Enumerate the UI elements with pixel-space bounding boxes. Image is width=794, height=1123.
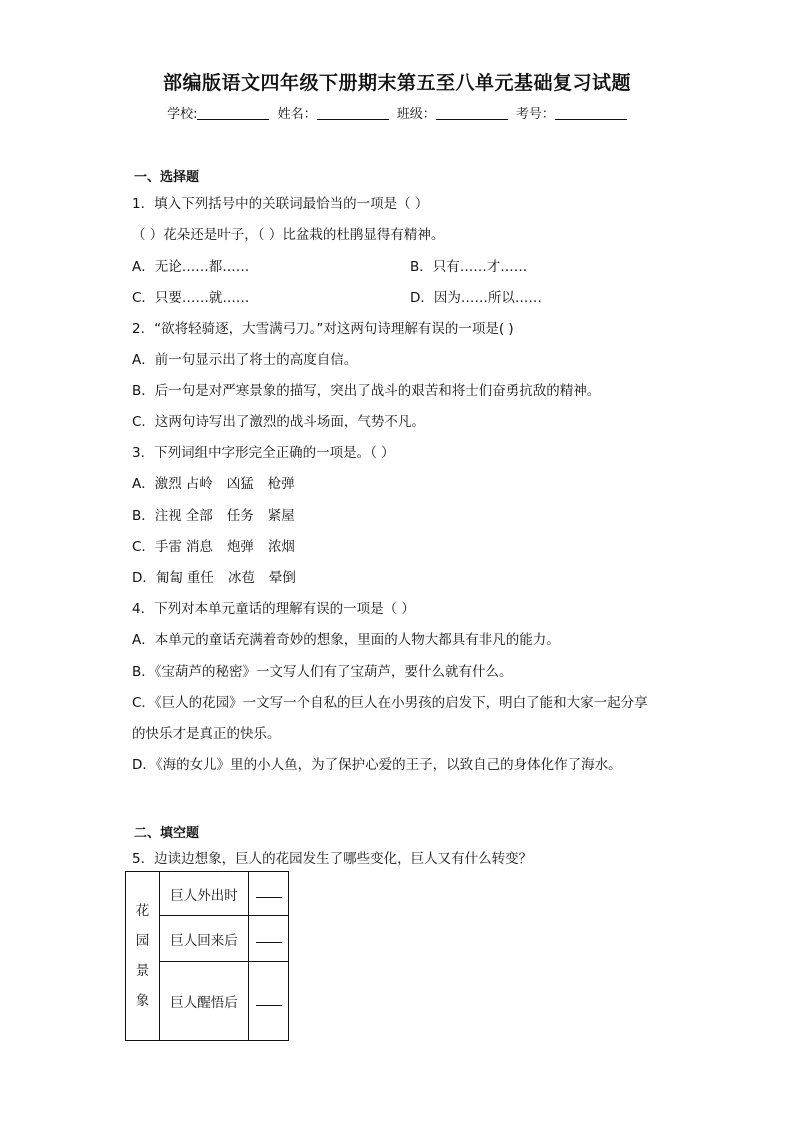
answer-blank-return[interactable] <box>249 916 289 962</box>
q3-a-word: 枪弹 <box>267 476 295 492</box>
q3-option-a[interactable] <box>132 472 309 492</box>
answer-blank-away[interactable] <box>249 872 289 916</box>
q3-c-word: 浓烟 <box>267 539 295 555</box>
class-blank[interactable] <box>436 106 508 120</box>
q4-option-d[interactable]: D．《海的女儿》里的小人鱼，为了保护心爱的王子，以致自己的身体化作了海水。 <box>132 757 622 773</box>
row-label-away: 巨人外出时 <box>160 872 249 916</box>
row-label-awaken: 巨人醒悟后 <box>160 962 249 1041</box>
school-blank[interactable] <box>197 106 269 120</box>
q2-option-b[interactable]: B．后一句是对严寒景象的描写，突出了战斗的艰苦和将士们奋勇抗敌的精神。 <box>132 383 601 399</box>
q4-option-c-line1[interactable]: C．《巨人的花园》一文写一个自私的巨人在小男孩的启发下，明白了能和大家一起分享 <box>132 695 648 711</box>
q3-a-word: 凶猛 <box>226 476 254 492</box>
q3-option-b[interactable] <box>132 504 309 524</box>
section-heading-fill: 二、填空题 <box>134 826 200 841</box>
page-title: 部编版语文四年级下册期末第五至八单元基础复习试题 <box>162 72 631 94</box>
q3-option-c[interactable] <box>132 535 309 555</box>
q4-option-c-line2: 的快乐才是真正的快乐。 <box>132 726 281 742</box>
header-char: 景 <box>135 963 150 979</box>
q2-option-c[interactable]: C．这两句诗写出了激烈的战斗场面，气势不凡。 <box>132 414 425 430</box>
header-char: 花 <box>135 903 150 919</box>
q1-stem: 1．填入下列括号中的关联词最恰当的一项是（ ） <box>132 196 429 212</box>
q2-option-a[interactable]: A．前一句显示出了将士的高度自信。 <box>132 352 358 368</box>
class-label: 班级： <box>396 107 436 122</box>
q5-stem: 5．边读边想象，巨人的花园发生了哪些变化，巨人又有什么转变？ <box>132 851 533 867</box>
q3-c-word: 消息 <box>185 539 213 555</box>
header-char: 象 <box>135 993 150 1009</box>
q1-sentence: （ ）花朵还是叶子，（ ）比盆栽的杜鹃显得有精神。 <box>132 227 445 243</box>
school-label: 学校: <box>167 107 198 122</box>
q4-option-b[interactable]: B．《宝葫芦的秘密》一文写人们有了宝葫芦，要什么就有什么。 <box>132 664 513 680</box>
student-info-line <box>0 103 794 122</box>
q4-stem: 4．下列对本单元童话的理解有误的一项是（ ） <box>132 601 415 617</box>
q3-b-word: B．注视 <box>132 508 182 524</box>
exam-no-blank[interactable] <box>555 106 627 120</box>
q2-stem: 2．“欲将轻骑逐，大雪满弓刀。”对这两句诗理解有误的一项是( ) <box>132 321 514 337</box>
header-char: 园 <box>135 933 150 949</box>
name-blank[interactable] <box>317 106 389 120</box>
q3-d-word: 重任 <box>186 570 214 586</box>
q3-a-word: 占岭 <box>185 476 213 492</box>
q3-d-word: D．匍匐 <box>132 570 183 586</box>
q1-option-d[interactable]: D．因为……所以…… <box>410 290 542 306</box>
garden-table <box>125 871 289 1041</box>
q3-b-word: 任务 <box>226 508 254 524</box>
q3-d-word: 冰苞 <box>227 570 255 586</box>
q3-c-word: 炮弹 <box>226 539 254 555</box>
q3-b-word: 紧屋 <box>267 508 295 524</box>
garden-scene-header <box>126 872 160 1041</box>
q3-option-d[interactable] <box>132 566 310 586</box>
section-heading-choice: 一、选择题 <box>134 170 200 185</box>
exam-no-label: 考号： <box>515 107 555 122</box>
q1-option-a[interactable]: A．无论……都…… <box>132 259 250 275</box>
row-label-return: 巨人回来后 <box>160 916 249 962</box>
q1-option-b[interactable]: B．只有……才…… <box>410 259 528 275</box>
q3-c-word: C．手雷 <box>132 539 182 555</box>
name-label: 姓名： <box>277 107 317 122</box>
q3-a-word: A．激烈 <box>132 476 182 492</box>
q3-stem: 3．下列词组中字形完全正确的一项是。（ ） <box>132 445 395 461</box>
answer-blank-awaken[interactable] <box>249 962 289 1041</box>
q1-option-c[interactable]: C．只要……就…… <box>132 290 250 306</box>
q3-b-word: 全部 <box>185 508 213 524</box>
q3-d-word: 晕倒 <box>268 570 296 586</box>
q4-option-a[interactable]: A．本单元的童话充满着奇妙的想象，里面的人物大都具有非凡的能力。 <box>132 632 560 648</box>
